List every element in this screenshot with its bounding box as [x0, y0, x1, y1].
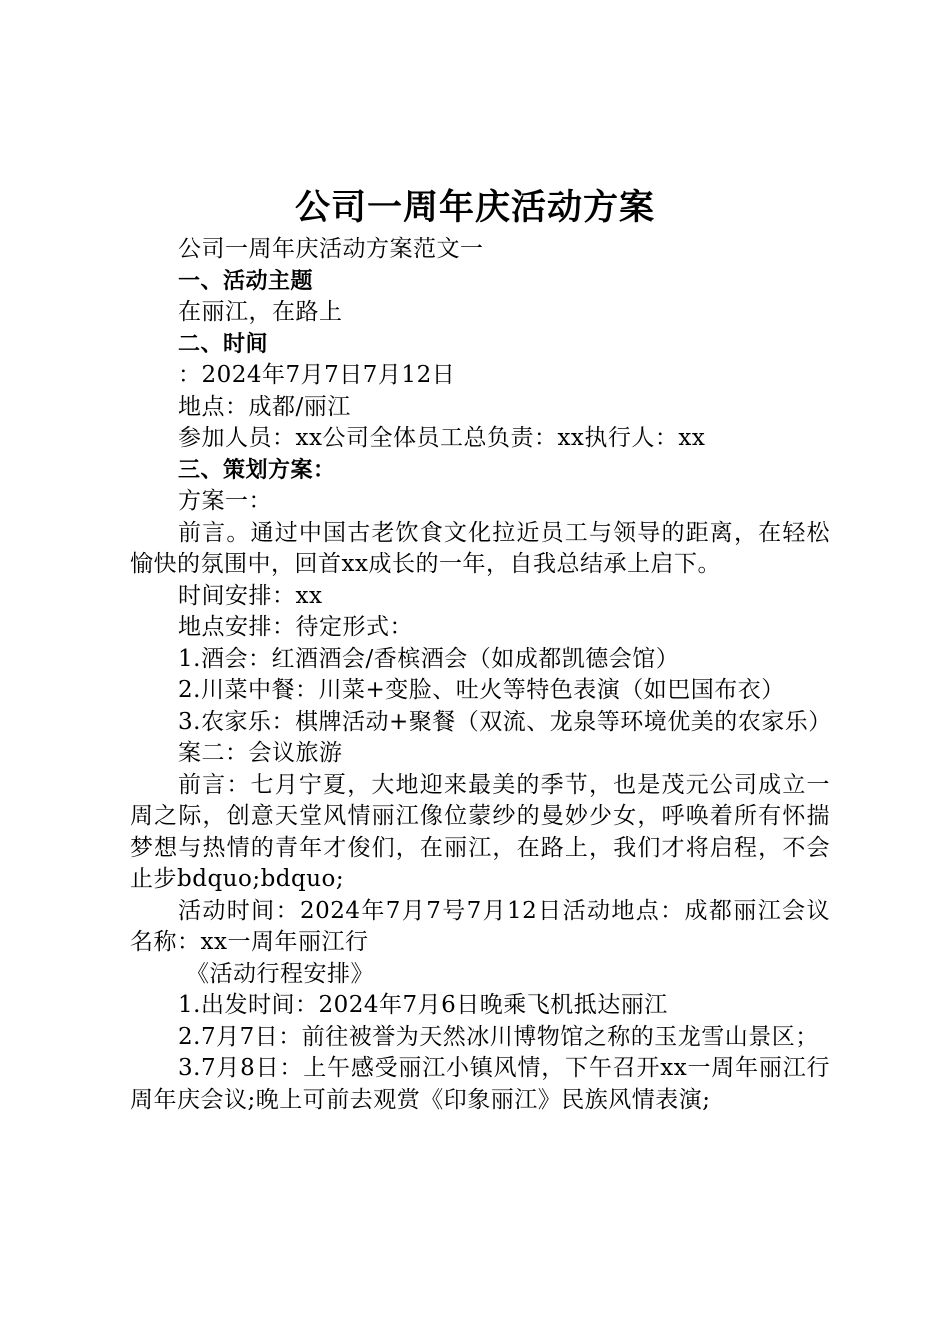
- venue-text: 地点安排：待定形式：: [178, 614, 413, 640]
- list-item: 3.7月8日：上午感受丽江小镇风情，下午召开xx一周年丽江行周年庆会议;晚上可前去观赏《印象丽江》民族风情表演;: [130, 1055, 830, 1113]
- itinerary-heading: 《活动行程安排》: [186, 960, 374, 987]
- list-item: 2.川菜中餐：川菜+变脸、吐火等特色表演（如巴国布衣）: [178, 677, 785, 703]
- list-item: 3.农家乐：棋牌活动+聚餐（双流、龙泉等环境优美的农家乐）: [178, 708, 832, 735]
- participants-text: 参加人员：xx公司全体员工总负责：xx执行人：xx: [178, 425, 706, 451]
- section-heading-plan: 三、策划方案：: [178, 457, 336, 483]
- list-item: 1.出发时间：2024年7月6日晚乘飞机抵达丽江: [178, 992, 668, 1018]
- list-item: 2.7月7日：前往被誉为天然冰川博物馆之称的玉龙雪山景区；: [178, 1023, 819, 1050]
- plan-one-label: 方案一：: [178, 488, 272, 514]
- theme-text: 在丽江，在路上: [178, 299, 343, 325]
- plan-one-preface: 前言。通过中国古老饮食文化拉近员工与领导的距离，在轻松愉快的氛围中，回首xx成长的一年，自我总结承上启下。: [130, 519, 830, 577]
- event-info-text: 活动时间：2024年7月7号7月12日活动地点：成都丽江会议名称：xx一周年丽江行: [130, 897, 830, 955]
- list-item: 1.酒会：红酒酒会/香槟酒会（如成都凯德会馆）: [178, 645, 680, 672]
- location-text: 地点：成都/丽江: [178, 393, 351, 420]
- section-heading-time: 二、时间: [178, 331, 269, 357]
- plan-two-label: 案二：会议旅游: [178, 740, 343, 766]
- schedule-text: 时间安排：xx: [178, 582, 323, 609]
- document-title: 公司一周年庆活动方案: [294, 188, 655, 228]
- subtitle-paragraph: 公司一周年庆活动方案范文一: [178, 236, 484, 262]
- document-body: [130, 234, 830, 1116]
- plan-two-preface: 前言：七月宁夏，大地迎来最美的季节，也是茂元公司成立一周之际，创意天堂风情丽江像位蒙纱的曼妙少女，呼唤着所有怀揣梦想与热情的青年才俊们，在丽江，在路上，我们才将启程，不会止步bdquo;bdquo;: [130, 771, 830, 892]
- section-heading-theme: 一、活动主题: [178, 268, 314, 294]
- time-text: ：2024年7月7日7月12日: [178, 362, 456, 388]
